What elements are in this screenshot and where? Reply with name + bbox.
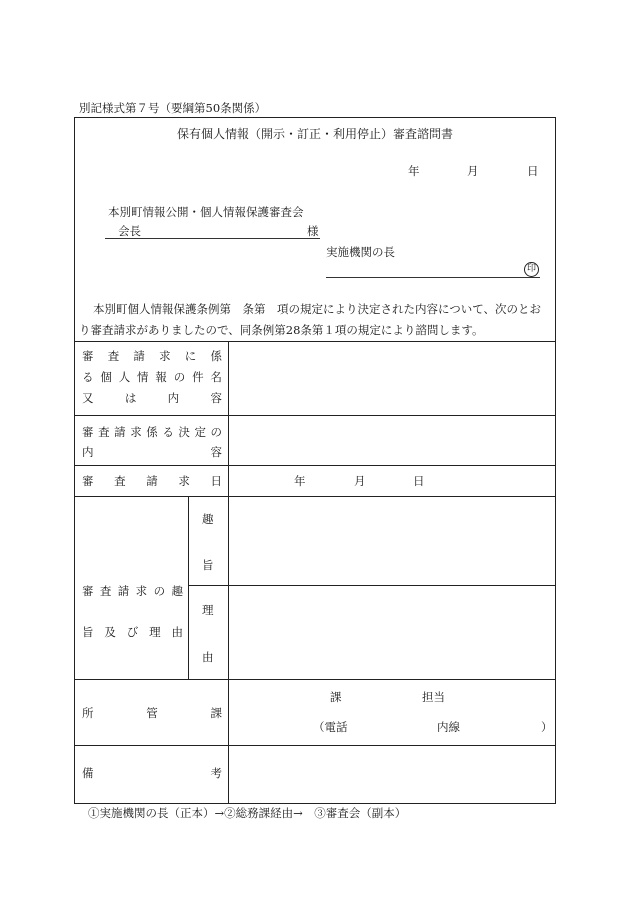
date-day: 日 bbox=[527, 164, 539, 178]
info-name-label-line2: る 個 人 情 報 の 件 名 bbox=[82, 370, 222, 384]
sender-underline bbox=[326, 277, 540, 278]
row-divider bbox=[74, 415, 556, 416]
department-in-charge: 担当 bbox=[422, 690, 445, 704]
remarks-label: 備 考 bbox=[82, 766, 222, 780]
decision-label-line1: 審 査 請 求 係 る 決 定 の bbox=[82, 425, 222, 439]
addressee-underline bbox=[105, 238, 320, 239]
department-section: 課 bbox=[330, 690, 342, 704]
request-date-month: 月 bbox=[354, 474, 366, 488]
decision-label-line2: 内 容 bbox=[82, 445, 222, 459]
addressee-honorific: 様 bbox=[307, 224, 319, 238]
body-text-line2: り審査請求がありましたので、同条例第28条第１項の規定により諮問します。 bbox=[79, 323, 484, 337]
form-title: 保有個人情報（開示・訂正・利用停止）審査諮問書 bbox=[176, 127, 453, 141]
reason-label-bottom: 由 bbox=[202, 650, 214, 664]
sender-label: 実施機関の長 bbox=[326, 245, 395, 259]
row-divider bbox=[74, 745, 556, 746]
request-date-year: 年 bbox=[294, 474, 306, 488]
routing-note: ①実施機関の長（正本）→②総務課経由→ ③審査会（副本） bbox=[88, 806, 407, 820]
date-month: 月 bbox=[467, 164, 479, 178]
department-label: 所 管 課 bbox=[82, 706, 222, 720]
department-close-paren: ） bbox=[541, 720, 553, 734]
purpose-reason-label-line1: 審 査 請 求 の 趣 bbox=[82, 584, 183, 598]
request-date-label: 審 査 請 求 日 bbox=[82, 474, 222, 488]
form-number: 別記様式第７号（要綱第50条関係） bbox=[79, 101, 267, 115]
frame-left-border bbox=[74, 117, 75, 803]
label-column-divider bbox=[228, 341, 229, 803]
row-divider bbox=[74, 679, 556, 680]
frame-top-border bbox=[74, 117, 556, 118]
reason-label-top: 理 bbox=[202, 603, 214, 617]
purpose-label-bottom: 旨 bbox=[202, 558, 214, 572]
info-name-label-line1: 審 査 請 求 に 係 bbox=[82, 349, 222, 363]
addressee-org: 本別町情報公開・個人情報保護審査会 bbox=[108, 205, 304, 219]
department-extension: 内線 bbox=[437, 720, 460, 734]
row-divider bbox=[74, 465, 556, 466]
row-divider bbox=[74, 496, 556, 497]
purpose-reason-divider bbox=[188, 585, 556, 586]
addressee-chair: 会長 bbox=[118, 224, 141, 238]
department-phone: （電話 bbox=[313, 720, 348, 734]
purpose-reason-label-line2: 旨 及 び 理 由 bbox=[82, 625, 183, 639]
date-year: 年 bbox=[408, 164, 420, 178]
seal-mark-icon: 印 bbox=[524, 262, 539, 277]
info-name-label-line3: 又 は 内 容 bbox=[82, 391, 222, 405]
frame-right-border bbox=[555, 117, 556, 803]
body-text-line1: 本別町個人情報保護条例第 条第 項の規定により決定された内容について、次のとお bbox=[93, 302, 542, 316]
purpose-label-top: 趣 bbox=[202, 512, 214, 526]
purpose-subcolumn-divider bbox=[188, 496, 189, 679]
table-top-border bbox=[74, 341, 556, 342]
frame-bottom-border bbox=[74, 803, 556, 804]
request-date-day: 日 bbox=[413, 474, 425, 488]
